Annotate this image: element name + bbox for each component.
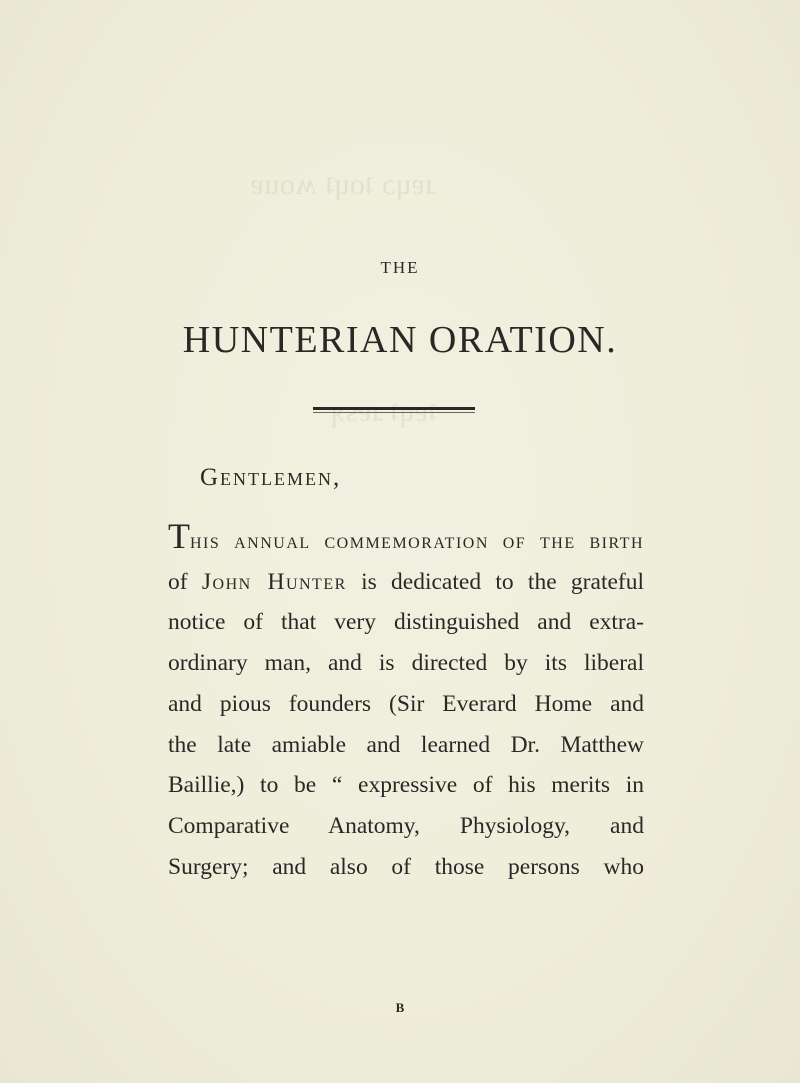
person-name: John Hunter [201,568,347,595]
paragraph-line-1 [168,518,644,562]
line2-post: is dedicated to the grateful [346,568,645,595]
drop-cap: T [168,516,190,556]
paragraph-line: notice of that very distinguished and extra- [168,609,644,636]
signature-mark: B [395,1000,405,1015]
paragraph-line: Baillie,) to be “ expressive of his merits in [168,772,644,799]
line1-text: his annual commemoration of the birth [190,528,644,554]
title-rule-thin [313,412,475,413]
paragraph-line: and pious founders (Sir Everard Home and [168,690,644,717]
page-title: HUNTERIAN ORATION. [182,319,618,361]
paragraph-line: Comparative Anatomy, Physiology, and [168,812,644,839]
paragraph-line: ordinary man, and is directed by its liberal [168,650,644,677]
paragraph-line-2 [168,562,644,603]
paragraph-line: Surgery; and also of those persons who [168,853,644,880]
title-kicker: THE [380,258,420,277]
bleed-through-text: ɹɐɥɔ ʇoɥʇ ʍouɐ [250,168,436,201]
title-rule [313,407,475,410]
body-paragraph [168,518,644,887]
salutation: Gentlemen, [200,464,342,491]
paragraph-line: the late amiable and learned Dr. Matthew [168,731,644,758]
line2-pre: of [168,568,202,595]
